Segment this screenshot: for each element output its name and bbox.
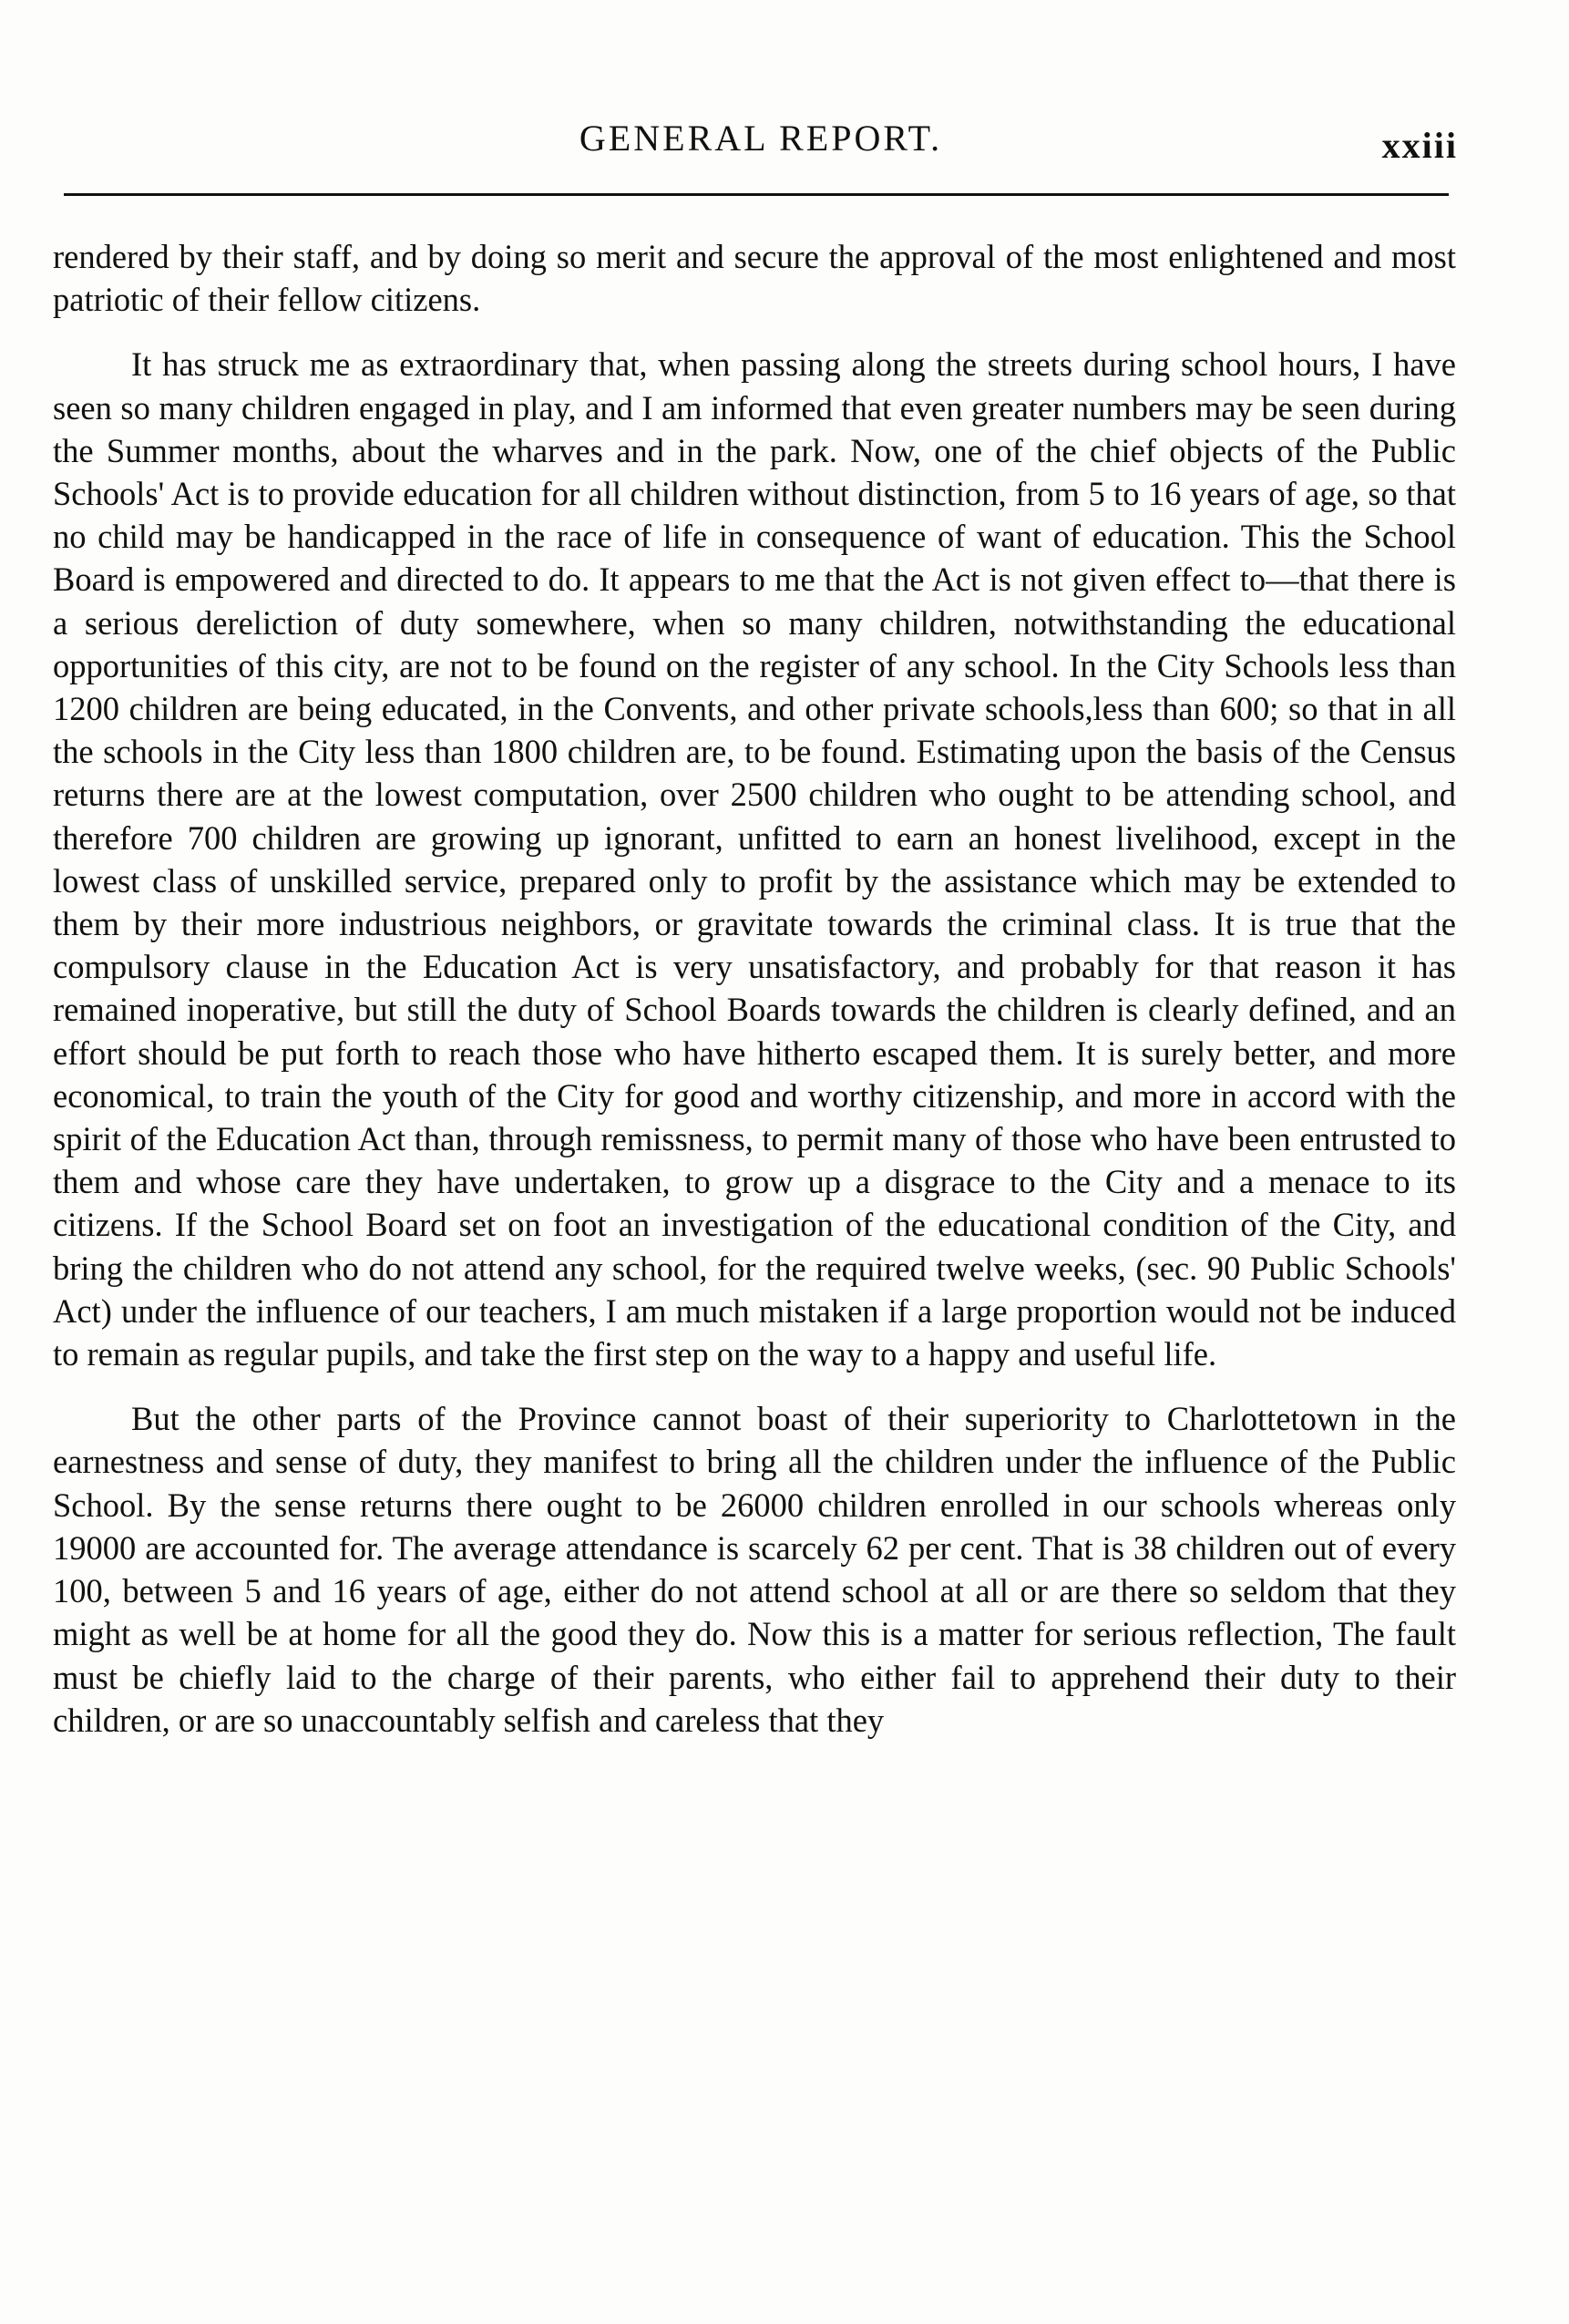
running-head (64, 117, 1458, 180)
page-number: xxiii (1381, 125, 1458, 166)
paragraph-province-attendance: But the other parts of the Province cannot boast of their superiority to Charlottetown in the earnestness and sense of duty, they manifest to bring all the children under the influence of the Public School. By the sense returns there ought to be 26000 children enrolled in our schools whereas only 19000 are accounted for. The average attendance is scarcely 62 per cent. That is 38 children out of every 100, between 5 and 16 years of age, either do not attend school at all or are there so seldom that they might as well be at home for all the good they do. Now this is a matter for serious reflection, The fault must be chiefly laid to the charge of their parents, who either fail to apprehend their duty to their children, or are so unaccountably selfish and careless that they (53, 1400, 1456, 1739)
header-rule (64, 193, 1449, 196)
paragraph-continuation: rendered by their staff, and by doing so merit and secure the approval of the most enlightened and most patriotic of their fellow citizens. (53, 238, 1456, 319)
running-title: GENERAL REPORT. (579, 118, 943, 159)
body-text (53, 235, 1456, 1764)
paragraph-school-attendance-charlottetown: It has struck me as extraordinary that, when passing along the streets during school hours, I have seen so many children engaged in play, and I am informed that even greater numbers may be seen during the Summer months, about the wharves and in the park. Now, one of the chief objects of the Public Schools' Act is to provide education for all children without distinction, from 5 to 16 years of age, so that no child may be handicapped in the race of life in consequence of want of education. This the School Board is empowered and directed to do. It appears to me that the Act is not given effect to—that there is a serious dereliction of duty somewhere, when so many children, notwithstanding the educational opportunities of this city, are not to be found on the register of any school. In the City Schools less than 1200 children are being educated, in the Convents, and other private schools,less than 600; so that in all the schools in the City less than 1800 children are, to be found. Estimating upon the basis of the Census returns there are at the lowest computation, over 2500 children who ought to be attending school, and therefore 700 children are growing up ignorant, unfitted to earn an honest livelihood, except in the lowest class of unskilled service, prepared only to profit by the assistance which may be extended to them by their more industrious neighbors, or gravitate towards the criminal class. It is true that the compulsory clause in the Education Act is very unsatisfactory, and probably for that reason it has remained inoperative, but still the duty of School Boards towards the children is clearly defined, and an effort should be put forth to reach those who have hitherto escaped them. It is surely better, and more economical, to train the youth of the City for good and worthy citizenship, and more in accord with the spirit of the Education Act than, through remissness, to permit many of those who have been entrusted to them and whose care they have undertaken, to grow up a disgrace to the City and a menace to its citizens. If the School Board set on foot an investigation of the educational condition of the City, and bring the children who do not attend any school, for the required twelve weeks, (sec. 90 Public Schools' Act) under the influence of our teachers, I am much mistaken if a large proportion would not be induced to remain as regular pupils, and take the first step on the way to a happy and useful life. (53, 345, 1456, 1373)
